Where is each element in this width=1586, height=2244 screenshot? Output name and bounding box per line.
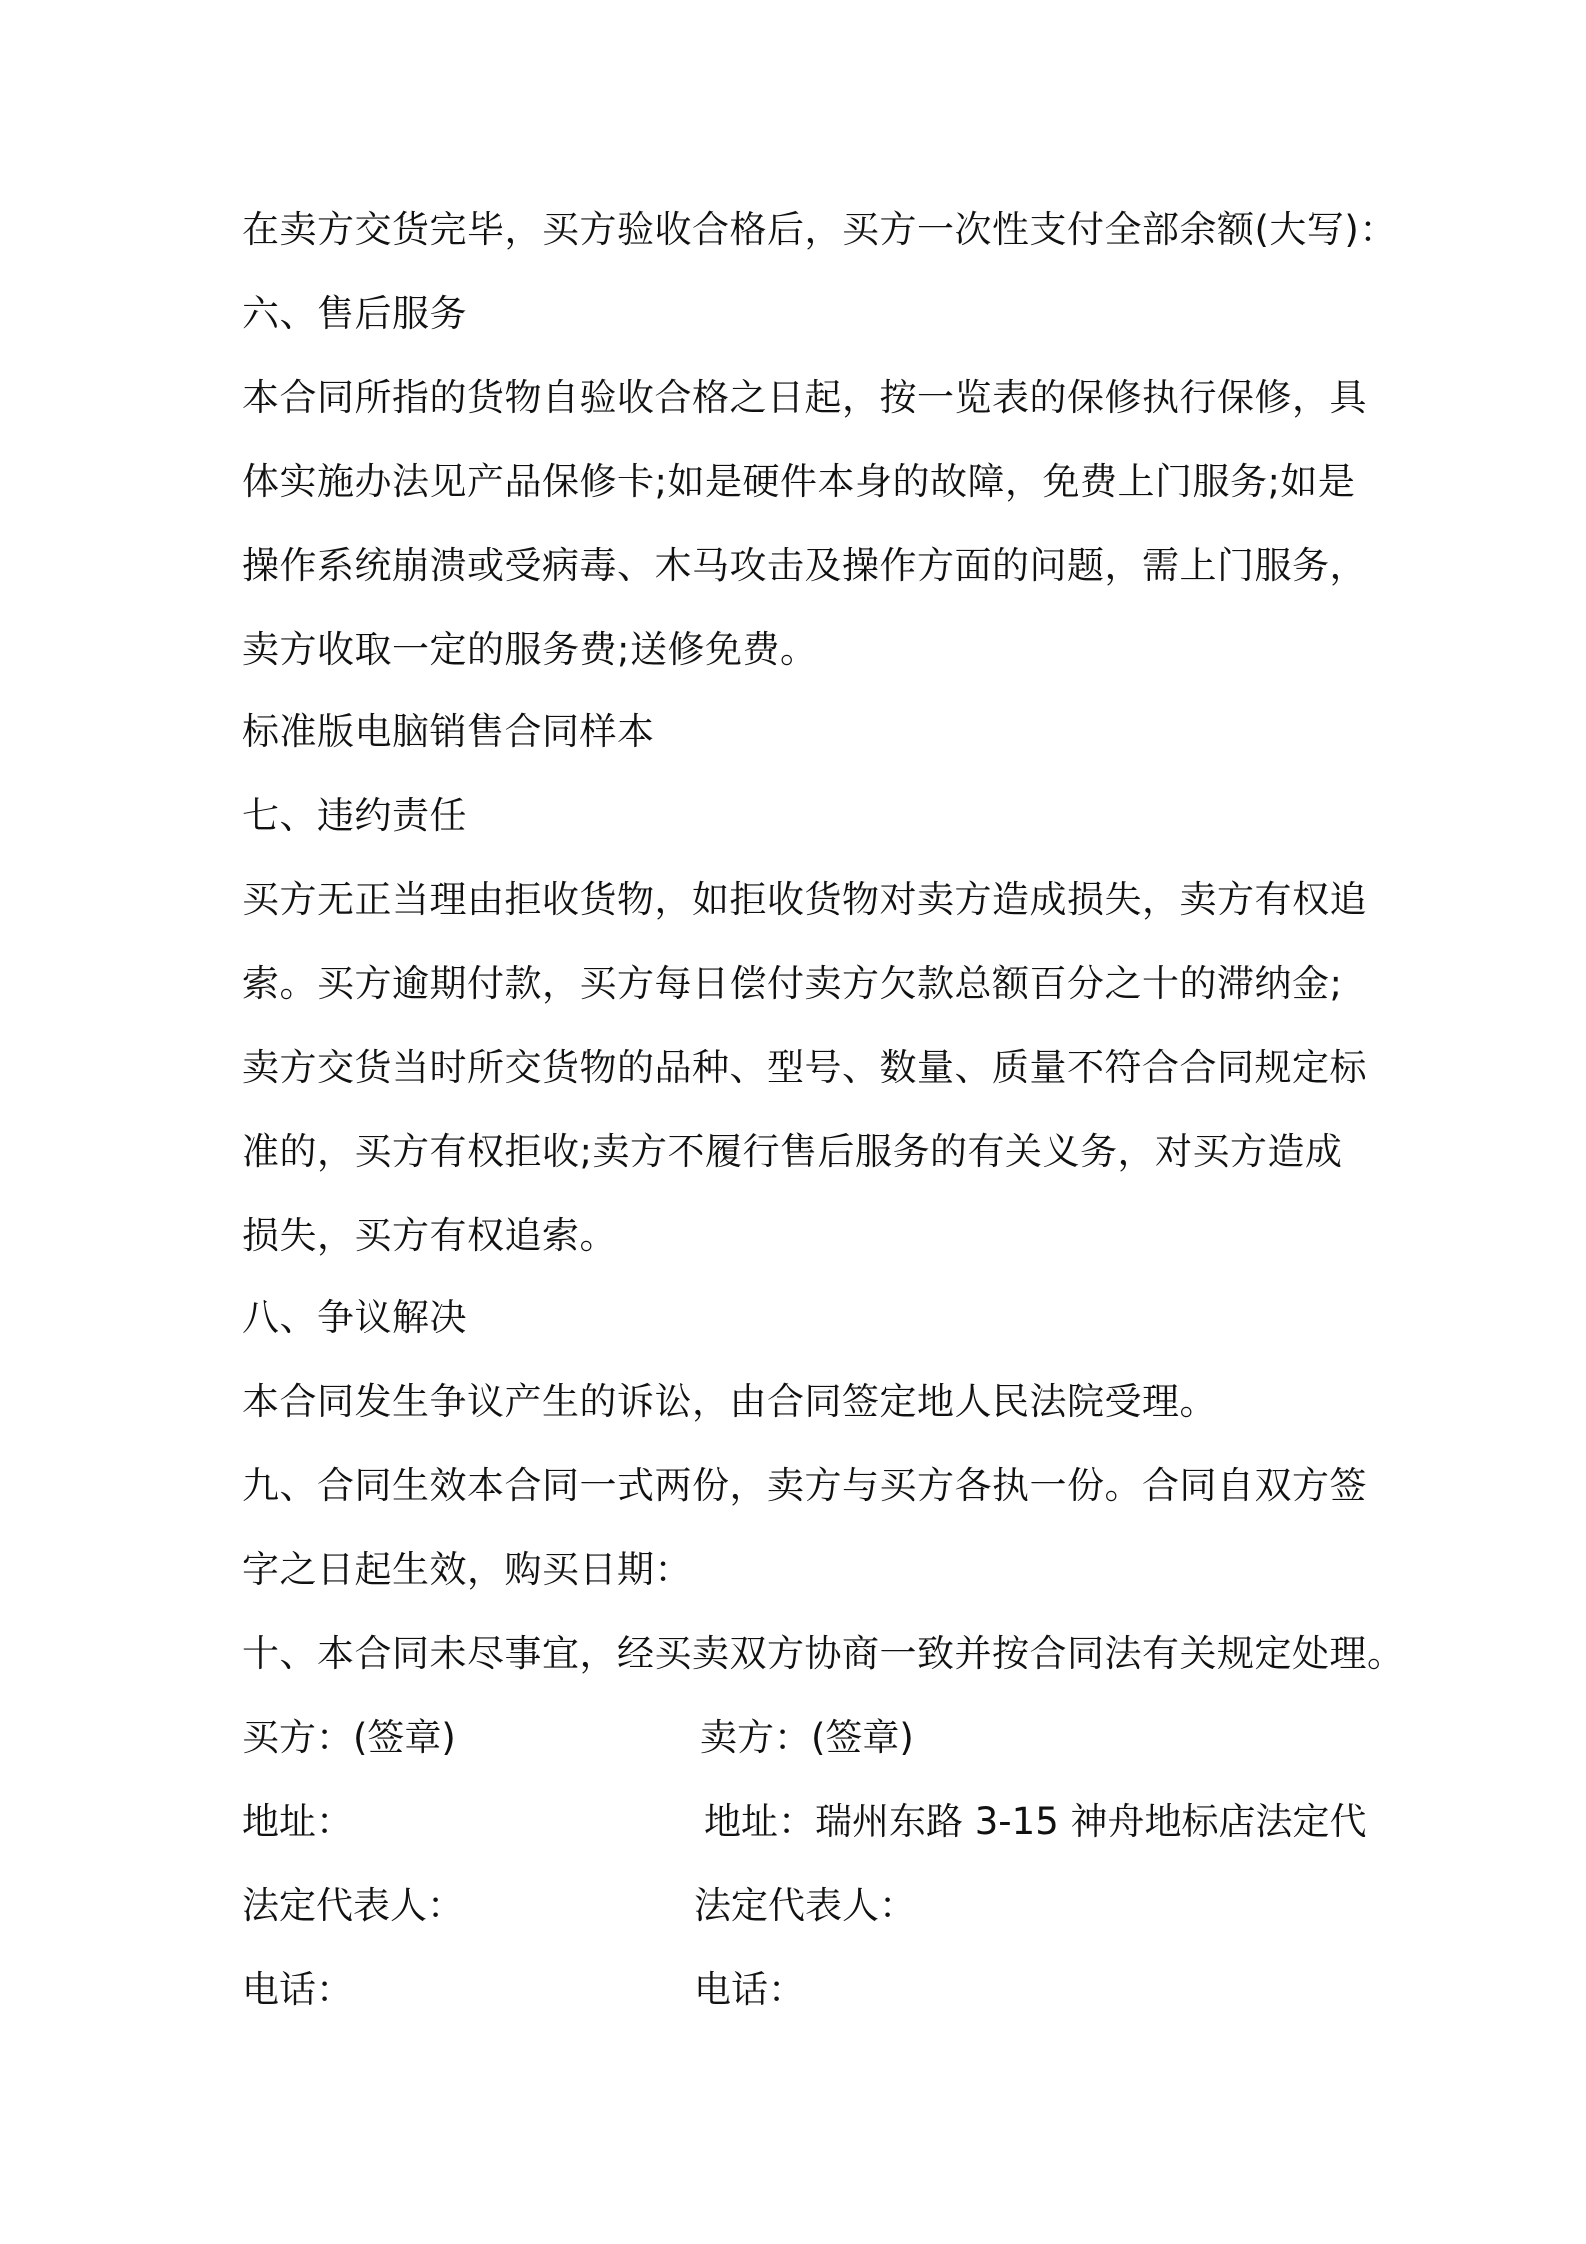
buyer-seal-label: 买方：(签章) <box>242 1716 456 1759</box>
signature-row-representative <box>242 1882 1362 1930</box>
text-line: 操作系统崩溃或受病毒、木马攻击及操作方面的问题，需上门服务， <box>242 544 1367 587</box>
text-line: 买方无正当理由拒收货物，如拒收货物对卖方造成损失，卖方有权追 <box>242 878 1367 921</box>
text-line: 本合同发生争议产生的诉讼，由合同签定地人民法院受理。 <box>242 1380 1217 1423</box>
section-heading-breach: 七、违约责任 <box>242 794 467 837</box>
seller-seal-label: 卖方：(签章) <box>700 1716 914 1759</box>
text-line: 损失，买方有权追索。 <box>242 1214 617 1257</box>
text-line-payment: 在卖方交货完毕，买方验收合格后，买方一次性支付全部余额(大写)： <box>242 208 1397 251</box>
signature-row-seal <box>242 1714 1362 1762</box>
seller-address-label: 地址：瑞州东路 3-15 神舟地标店法定代 <box>704 1800 1367 1843</box>
seller-phone-label: 电话： <box>694 1968 805 2011</box>
text-line: 卖方交货当时所交货物的品种、型号、数量、质量不符合合同规定标 <box>242 1046 1367 1089</box>
text-line: 体实施办法见产品保修卡;如是硬件本身的故障，免费上门服务;如是 <box>242 460 1356 503</box>
section-line-other-matters: 十、本合同未尽事宜，经买卖双方协商一致并按合同法有关规定处理。 <box>242 1632 1405 1675</box>
section-line-effective: 九、合同生效本合同一式两份，卖方与买方各执一份。合同自双方签 <box>242 1464 1367 1507</box>
section-heading-dispute: 八、争议解决 <box>242 1296 467 1339</box>
text-line: 本合同所指的货物自验收合格之日起，按一览表的保修执行保修，具 <box>242 376 1367 419</box>
text-line: 准的，买方有权拒收;卖方不履行售后服务的有关义务，对买方造成 <box>242 1130 1343 1173</box>
signature-row-phone <box>242 1966 1362 2014</box>
buyer-address-label: 地址： <box>242 1800 353 1843</box>
text-line: 索。买方逾期付款，买方每日偿付卖方欠款总额百分之十的滞纳金; <box>242 962 1343 1005</box>
text-line: 卖方收取一定的服务费;送修免费。 <box>242 628 818 671</box>
section-heading-after-sales: 六、售后服务 <box>242 292 467 335</box>
buyer-phone-label: 电话： <box>242 1968 353 2011</box>
signature-row-address <box>242 1798 1367 1846</box>
buyer-representative-label: 法定代表人： <box>242 1884 464 1927</box>
text-line: 字之日起生效，购买日期： <box>242 1548 692 1591</box>
seller-representative-label: 法定代表人： <box>694 1884 916 1927</box>
document-title-line: 标准版电脑销售合同样本 <box>242 710 655 753</box>
